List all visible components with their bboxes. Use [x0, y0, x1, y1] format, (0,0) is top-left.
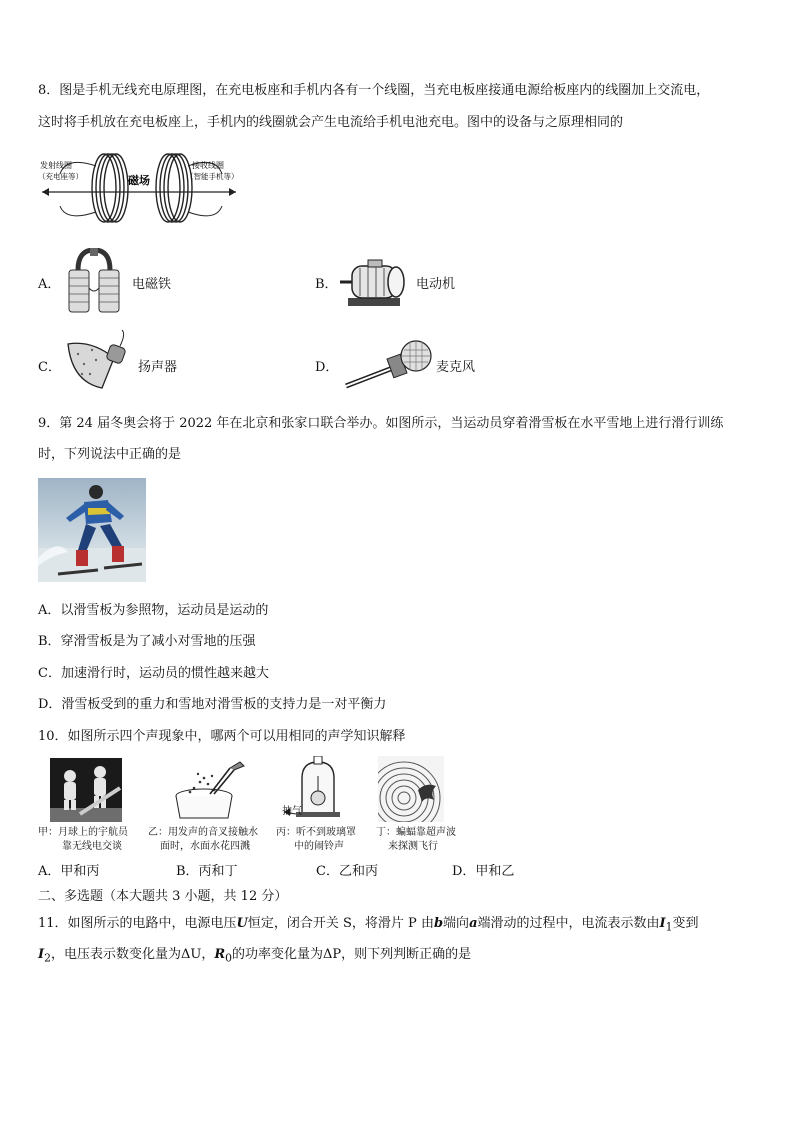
caption-bing-line2: 中的闹铃声: [294, 841, 344, 852]
var-i2-sub: 2: [44, 951, 51, 965]
var-i1: I: [659, 916, 666, 931]
q11-text: 端滑动的过程中，电流表示数由: [477, 916, 660, 931]
microphone-icon: [342, 336, 432, 392]
section-heading-multi-choice: 二、多选题（本大题共 3 小题，共 12 分）: [38, 889, 288, 904]
q9-stem-line2: 时，下列说法中正确的是: [38, 447, 182, 462]
transmit-coil-label: 发射线圈: [40, 161, 72, 170]
caption-jia-line1: 甲：月球上的宇航员: [38, 827, 128, 838]
magnetic-field-label: 磁场: [128, 174, 150, 187]
q10-option-d: D．甲和乙: [452, 864, 515, 879]
bat-ultrasound-icon: [378, 756, 444, 822]
q8-option-a-letter: A．: [38, 277, 61, 292]
q11-text: 端向: [443, 916, 470, 931]
astronauts-on-moon-photo: [50, 758, 122, 822]
q10-option-c: C．乙和丙: [316, 864, 378, 879]
q11-text: 11．如图所示的电路中，电源电压: [38, 916, 237, 931]
q9-option-c: C．加速滑行时，运动员的惯性越来越大: [38, 666, 269, 681]
q10-option-b: B．丙和丁: [176, 864, 238, 879]
q8-option-a-text: 电磁铁: [132, 277, 172, 292]
q8-stem-line2: 这时将手机放在充电板座上，手机内的线圈就会产生电流给手机电池充电。图中的设备与之原理相同的: [38, 115, 624, 130]
caption-jia-line2: 靠无线电交谈: [62, 841, 122, 852]
var-b: b: [433, 916, 444, 931]
caption-ding-line1: 丁：蝙蝠靠超声波: [376, 827, 456, 838]
q11-text: 恒定，闭合开关 S，将滑片 P 由: [247, 916, 434, 931]
loudspeaker-icon: [62, 330, 132, 392]
var-a: a: [469, 916, 478, 931]
q8-option-d-letter: D．: [315, 360, 339, 375]
var-r0: R: [214, 947, 226, 962]
q9-option-b: B．穿滑雪板是为了减小对雪地的压强: [38, 634, 256, 649]
q8-option-b-letter: B．: [315, 277, 338, 292]
q9-stem-line1: 9．第 24 届冬奥会将于 2022 年在北京和张家口联合举办。如图所示，当运动员穿着滑雪板在水平雪地上进行滑行训练: [38, 416, 724, 431]
var-i2: I: [38, 947, 45, 962]
q9-option-d: D．滑雪板受到的重力和雪地对滑雪板的支持力是一对平衡力: [38, 697, 387, 712]
transmit-coil-sublabel: （充电座等）: [38, 172, 83, 181]
q11-text: 的功率变化量为ΔP，则下列判断正确的是: [232, 947, 472, 962]
wireless-charging-diagram: [36, 146, 242, 232]
caption-ding-line2: 来探测飞行: [388, 841, 438, 852]
q8-option-b-text: 电动机: [416, 277, 456, 292]
receive-coil-label: 接收线圈: [192, 161, 224, 170]
caption-yi-line2: 面时，水面水花四溅: [160, 841, 250, 852]
q10-option-a: A．甲和丙: [38, 864, 100, 879]
q11-stem-line2: [38, 946, 471, 968]
var-i1-sub: 1: [665, 920, 673, 934]
electric-motor-icon: [340, 258, 410, 308]
skier-photo: [38, 478, 146, 582]
q11-stem-line1: [38, 915, 699, 937]
receive-coil-sublabel: （智能手机等）: [186, 172, 239, 181]
var-u: U: [236, 916, 248, 931]
q9-option-a: A．以滑雪板为参照物，运动员是运动的: [38, 603, 269, 618]
q8-option-c-text: 扬声器: [138, 360, 178, 375]
q11-text: 变到: [672, 916, 699, 931]
q8-stem-line1: 8．图是手机无线充电原理图，在充电板座和手机内各有一个线圈，当充电板座接通电源给板座内的线圈加上交流电，: [38, 83, 710, 98]
q8-option-c-letter: C．: [38, 360, 61, 375]
caption-bing-line1: 丙：听不到玻璃罩: [276, 827, 356, 838]
electromagnet-icon: [64, 248, 124, 318]
caption-yi-line1: 乙：用发声的音叉接触水: [148, 827, 258, 838]
var-r0-sub: 0: [225, 951, 233, 965]
tuning-fork-water-icon: [170, 760, 250, 822]
pump-label: 抽气: [282, 806, 302, 817]
q8-option-d-text: 麦克风: [436, 360, 476, 375]
q11-text: ，电压表示数变化量为ΔU，: [50, 947, 215, 962]
q10-stem: 10．如图所示四个声现象中，哪两个可以用相同的声学知识解释: [38, 729, 406, 744]
